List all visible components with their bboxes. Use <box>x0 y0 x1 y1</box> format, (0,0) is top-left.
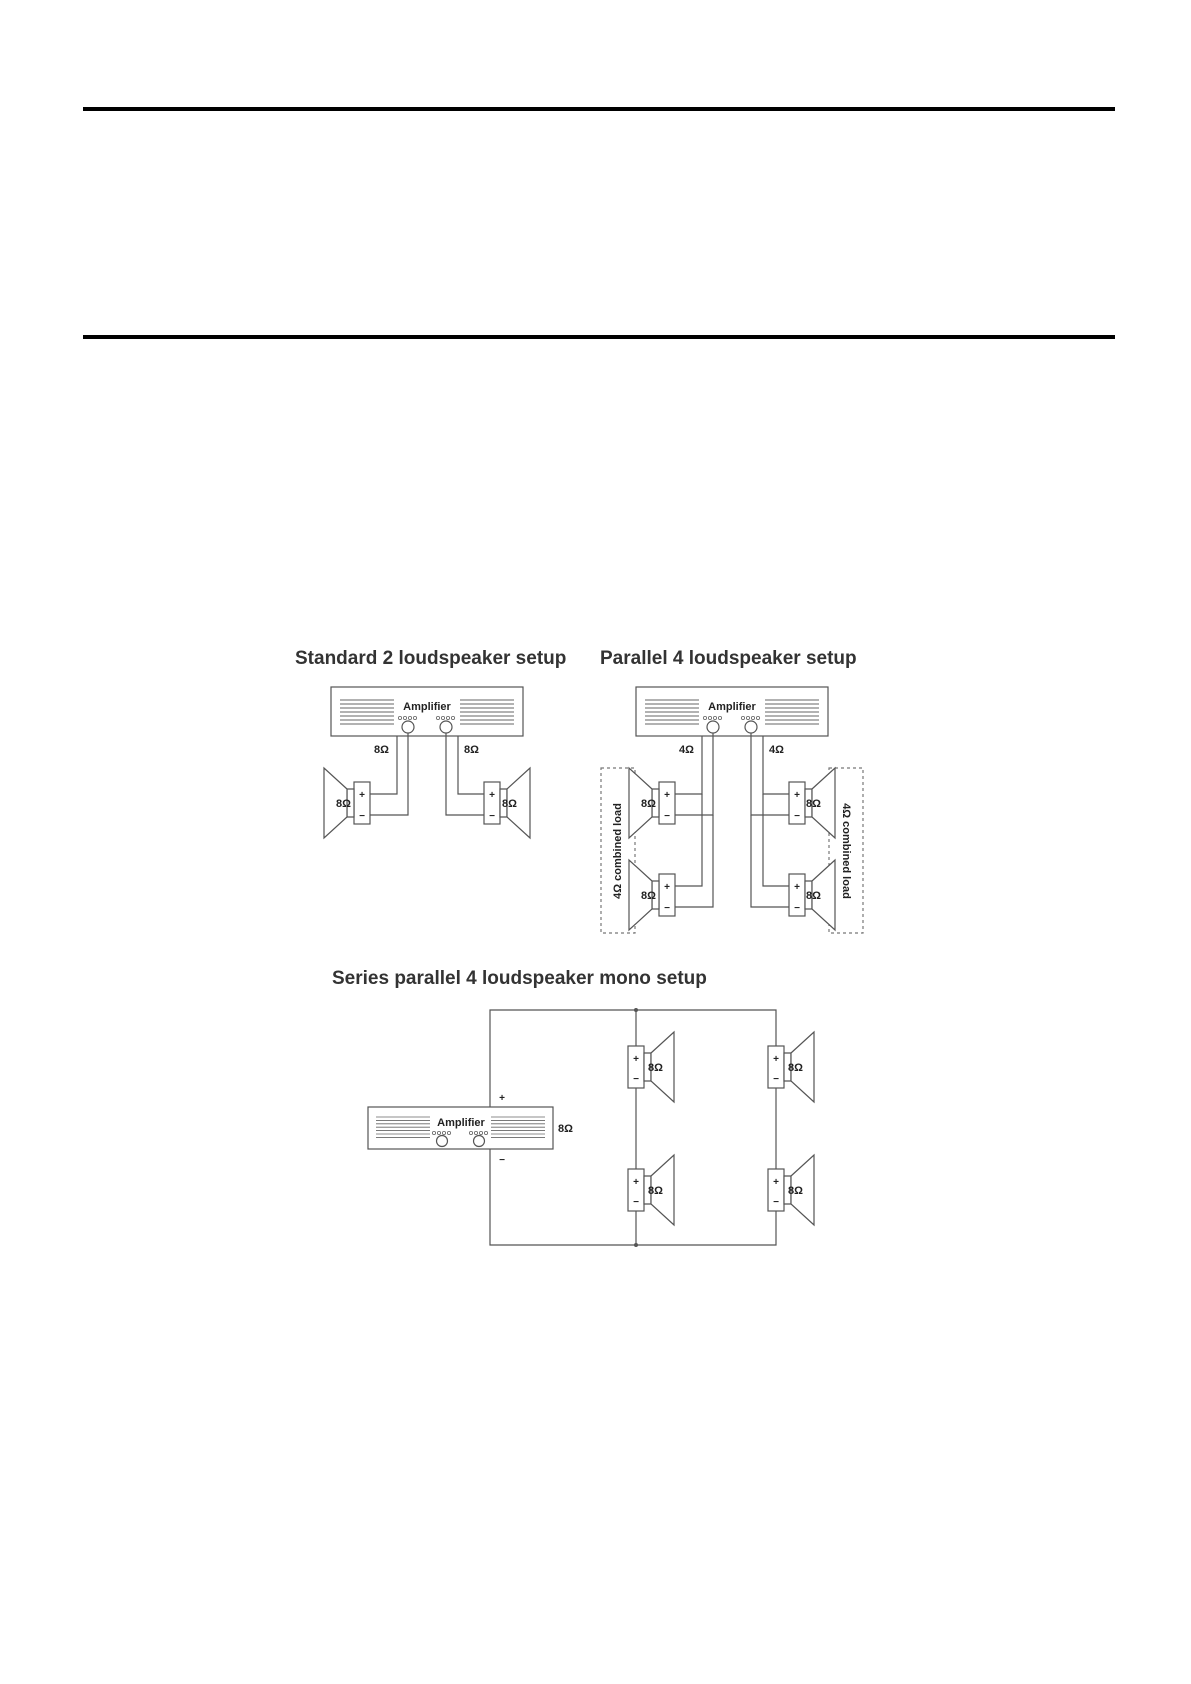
junction-dot <box>634 1243 638 1247</box>
svg-text:+: + <box>773 1177 779 1188</box>
svg-text:8Ω: 8Ω <box>788 1185 803 1197</box>
svg-text:8Ω: 8Ω <box>806 798 821 810</box>
parallel-right-combined-load-label: 4Ω combined load <box>840 803 852 899</box>
svg-text:8Ω: 8Ω <box>648 1062 663 1074</box>
series-output-jack-left <box>437 1136 448 1147</box>
standard-left-speaker-impedance: 8Ω <box>336 798 351 810</box>
parallel-right-output-jack <box>745 721 757 733</box>
svg-text:8Ω: 8Ω <box>648 1185 663 1197</box>
svg-text:−: − <box>794 903 800 914</box>
svg-text:+: + <box>359 790 365 801</box>
series-right-top-speaker <box>768 1032 814 1102</box>
series-parallel-amplifier <box>368 1107 553 1149</box>
standard-amplifier-label: Amplifier <box>403 701 451 713</box>
parallel-left-channel-impedance: 4Ω <box>679 744 694 756</box>
series-amp-plus: + <box>499 1093 505 1104</box>
parallel-amplifier-label: Amplifier <box>708 701 756 713</box>
svg-text:−: − <box>794 811 800 822</box>
standard-amplifier <box>331 687 523 736</box>
parallel-left-combined-load-label: 4Ω combined load <box>612 803 624 899</box>
svg-text:−: − <box>773 1074 779 1085</box>
parallel-right-channel-impedance: 4Ω <box>769 744 784 756</box>
svg-text:+: + <box>794 882 800 893</box>
svg-text:−: − <box>773 1197 779 1208</box>
series-parallel-amplifier-label: Amplifier <box>437 1117 485 1129</box>
parallel-left-bottom-speaker <box>629 860 675 930</box>
svg-text:−: − <box>633 1074 639 1085</box>
standard-right-speaker <box>484 768 530 838</box>
svg-text:+: + <box>664 882 670 893</box>
parallel-amplifier <box>636 687 828 736</box>
standard-right-channel-impedance: 8Ω <box>464 744 479 756</box>
series-left-top-speaker <box>628 1032 674 1102</box>
svg-text:−: − <box>489 811 495 822</box>
svg-text:−: − <box>664 811 670 822</box>
svg-text:−: − <box>359 811 365 822</box>
svg-text:8Ω: 8Ω <box>641 890 656 902</box>
parallel-wires <box>675 733 789 907</box>
standard-setup-title: Standard 2 loudspeaker setup <box>295 648 567 669</box>
svg-text:8Ω: 8Ω <box>788 1062 803 1074</box>
parallel-right-top-speaker <box>789 768 835 838</box>
parallel-left-output-jack <box>707 721 719 733</box>
standard-left-channel-impedance: 8Ω <box>374 744 389 756</box>
series-right-bottom-speaker <box>768 1155 814 1225</box>
svg-text:−: − <box>664 903 670 914</box>
svg-text:+: + <box>773 1054 779 1065</box>
svg-text:+: + <box>633 1054 639 1065</box>
svg-text:+: + <box>489 790 495 801</box>
standard-right-speaker-impedance: 8Ω <box>502 798 517 810</box>
svg-text:+: + <box>794 790 800 801</box>
parallel-left-top-speaker <box>629 768 675 838</box>
standard-left-output-jack <box>402 721 414 733</box>
svg-text:+: + <box>633 1177 639 1188</box>
series-parallel-setup-title: Series parallel 4 loudspeaker mono setup <box>332 968 707 989</box>
junction-dot <box>634 1008 638 1012</box>
svg-text:−: − <box>633 1197 639 1208</box>
svg-text:8Ω: 8Ω <box>641 798 656 810</box>
standard-left-speaker <box>324 768 370 838</box>
parallel-setup-title: Parallel 4 loudspeaker setup <box>600 648 857 669</box>
series-output-jack-right <box>474 1136 485 1147</box>
svg-text:8Ω: 8Ω <box>806 890 821 902</box>
series-left-bottom-speaker <box>628 1155 674 1225</box>
svg-text:+: + <box>664 790 670 801</box>
series-output-impedance: 8Ω <box>558 1123 573 1135</box>
standard-right-output-jack <box>440 721 452 733</box>
series-amp-minus: − <box>499 1155 505 1166</box>
parallel-right-bottom-speaker <box>789 860 835 930</box>
